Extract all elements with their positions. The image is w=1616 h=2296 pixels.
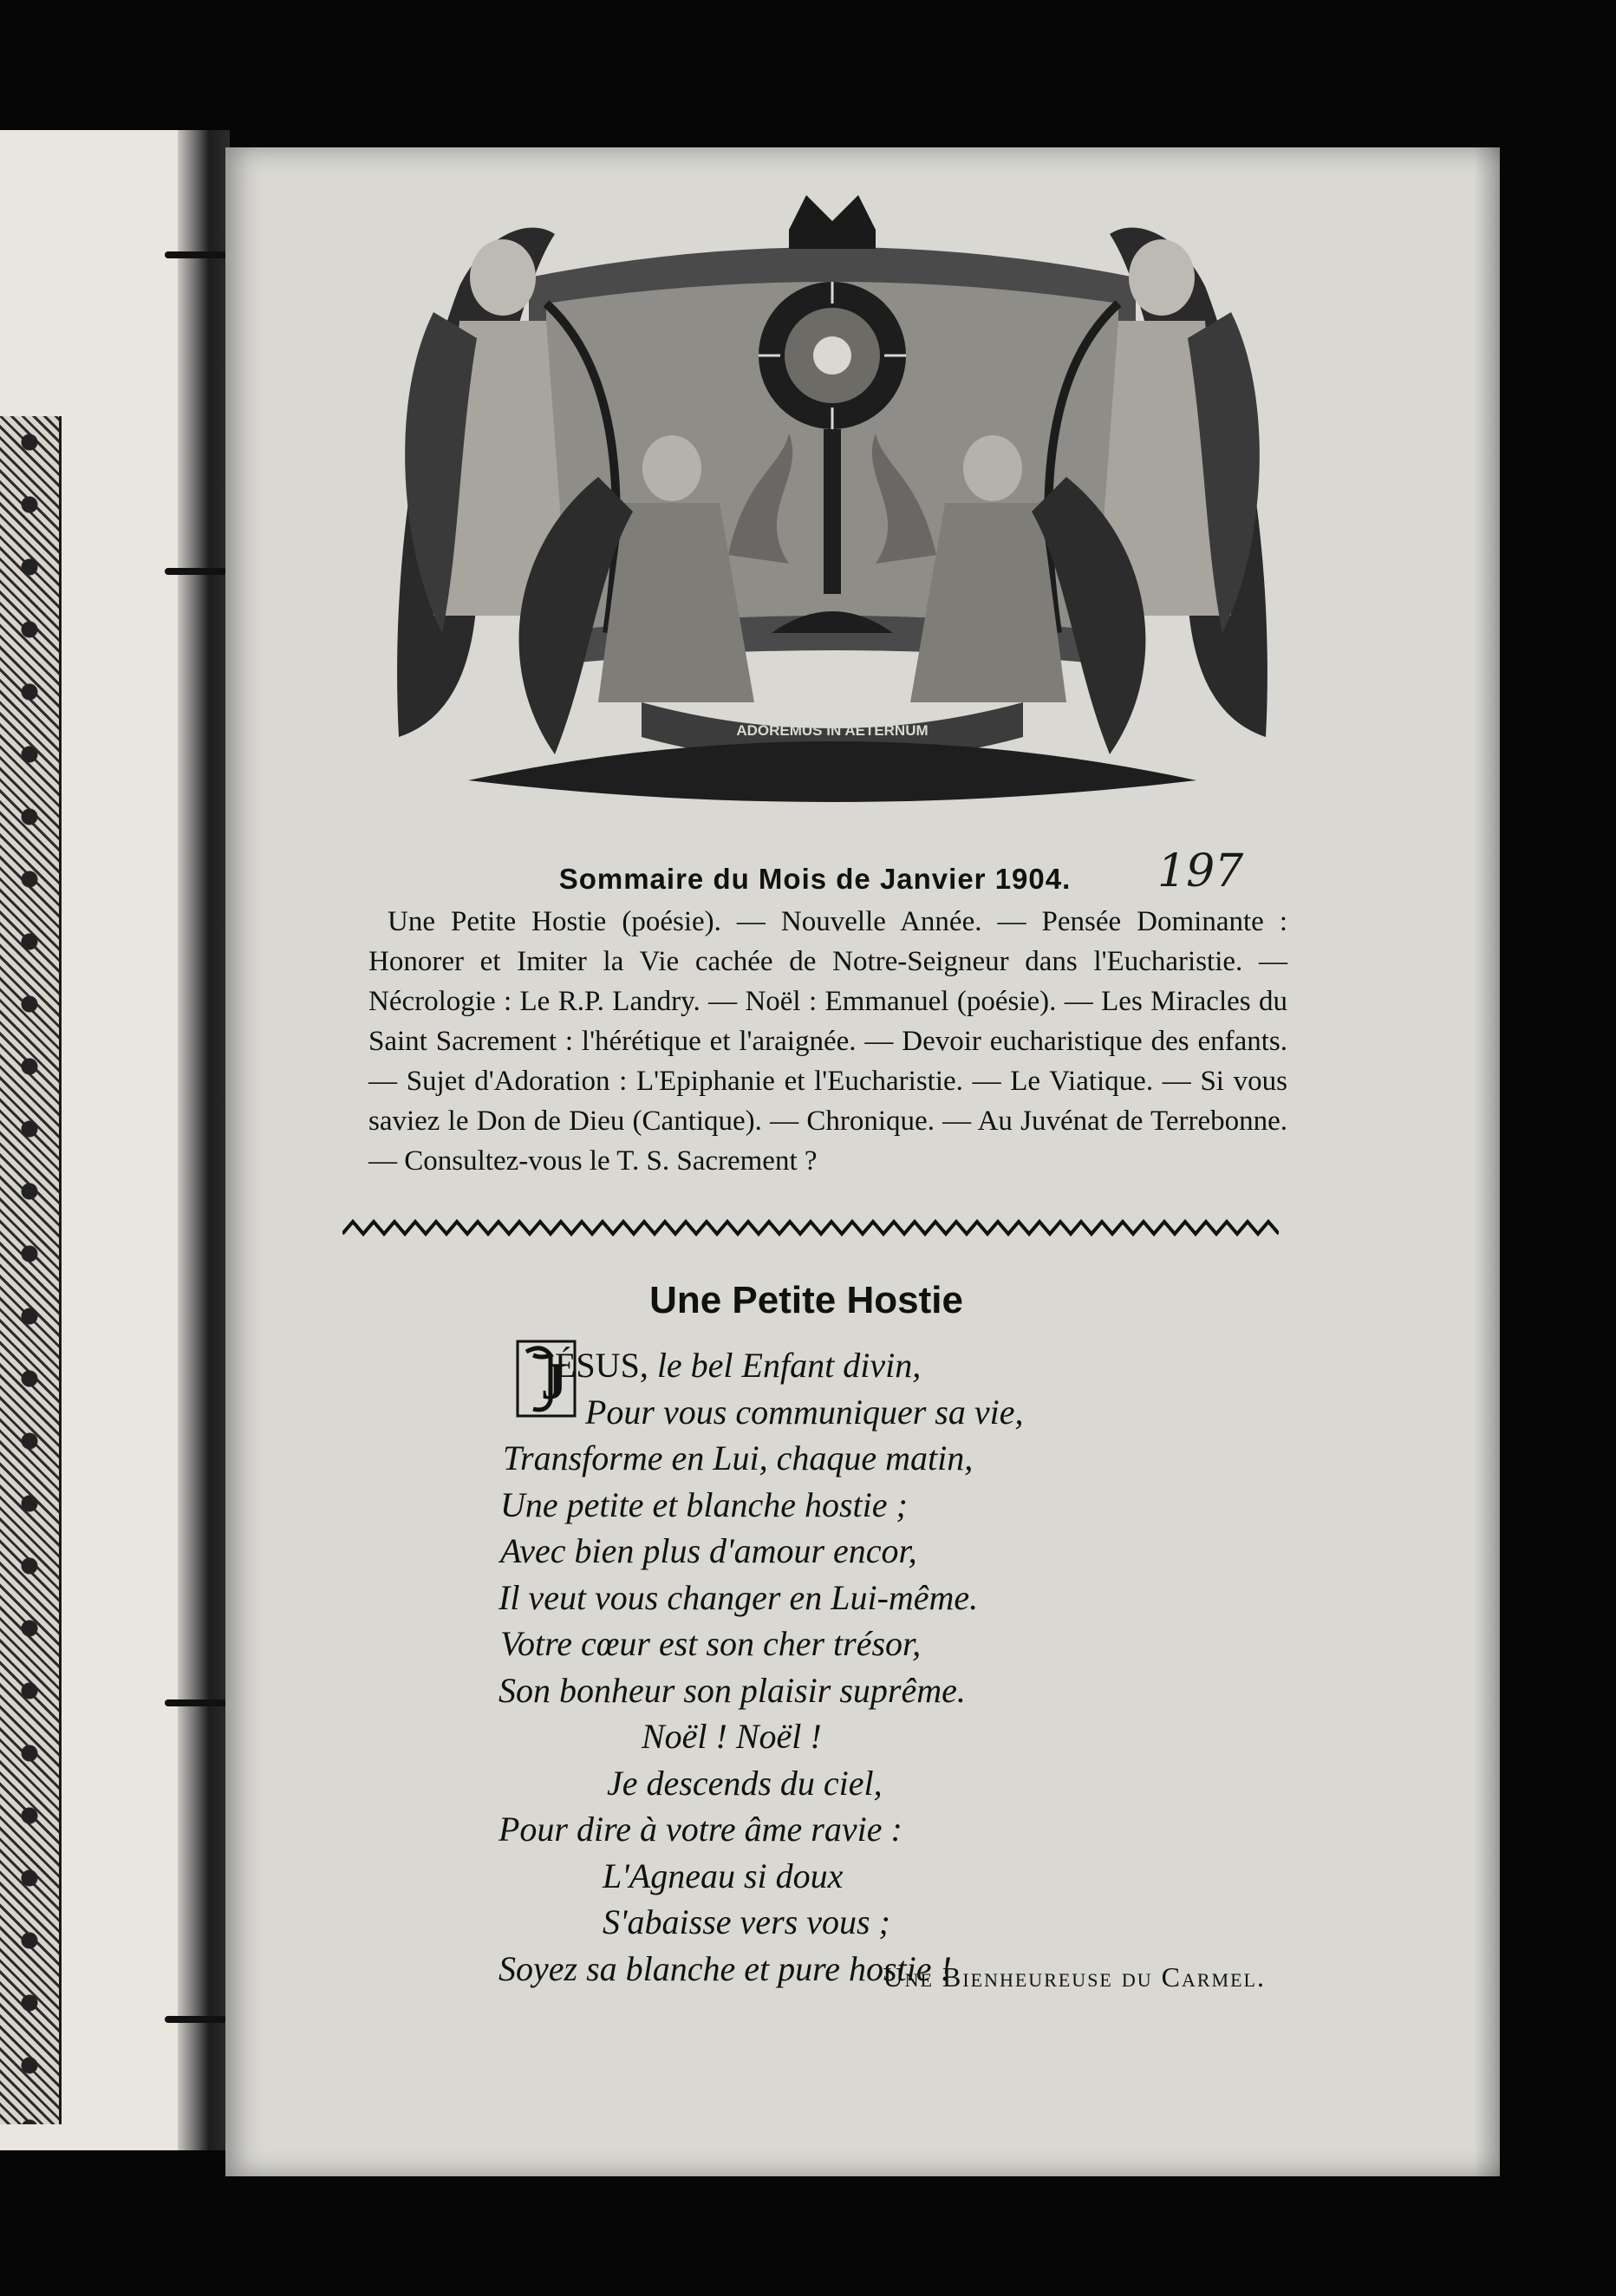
poem-line: L'Agneau si doux [603,1856,844,1895]
poem-line: Soyez sa blanche et pure hostie ! [498,1948,952,1988]
facing-page [0,130,195,2150]
poem-line: Transforme en Lui, chaque matin, [503,1438,974,1477]
poem-line: Noël ! Noël ! [642,1717,822,1756]
poem-first-word: ÉSUS, [555,1346,648,1385]
poem-body [498,1342,1279,1992]
book-spine [178,130,230,2150]
summary-title: Sommaire du Mois de Janvier 1904. [558,863,1072,895]
poem-line-text: le bel Enfant divin, [648,1346,922,1385]
poem-line: Il veut vous changer en Lui-même. [498,1577,979,1617]
poem-line: Une petite et blanche hostie ; [500,1484,908,1524]
dropcap-letter: J [541,1353,567,1410]
ornamental-border [0,416,62,2124]
summary-text: Une Petite Hostie (poésie). — Nouvelle Année. — Pensée Dominante : Honorer et Imiter la Vie cachée de Notre-Seigneur dans l'Eucharistie. — Nécrologie : Le R.P. Landry. — Noël : Emmanuel (poésie). — Les Miracles du Saint Sacrement : l'hérétique et l'araignée. — Devoir eucharistique des enfants. — Sujet d'Adoration : L'Epiphanie et l'Eucharistie. — Le Viatique. — Si vous saviez le Don de Dieu (Cantique). — Chronique. — Au Juvénat de Terrebonne. — Consultez-vous le T. S. Sacrement ? [368,906,1287,1177]
poem-signature: Une Bienheureuse du Carmel. [883,1961,1266,1993]
poem-line: Pour dire à votre âme ravie : [498,1810,902,1849]
poem-line: S'abaisse vers vous ; [603,1902,890,1941]
engraving-illustration [381,182,1283,824]
poem-line: Je descends du ciel, [607,1763,883,1803]
zigzag-divider [342,1216,1279,1241]
poem-line: Avec bien plus d'amour encor, [500,1531,917,1570]
poem-line: Votre cœur est son cher trésor, [500,1624,922,1663]
page-edge-shadow [1474,147,1500,2176]
handwritten-page-number: 197 [1157,845,1244,897]
poem-title: Une Petite Hostie [649,1279,963,1321]
poem-line: Pour vous communiquer sa vie, [585,1392,1024,1432]
poem-line [498,1342,1279,1389]
angels-monstrance-engraving [381,182,1283,824]
poem-line: Son bonheur son plaisir suprême. [498,1670,966,1710]
ribbon-inscription: ADOREMUS IN AETERNUM [736,722,929,739]
